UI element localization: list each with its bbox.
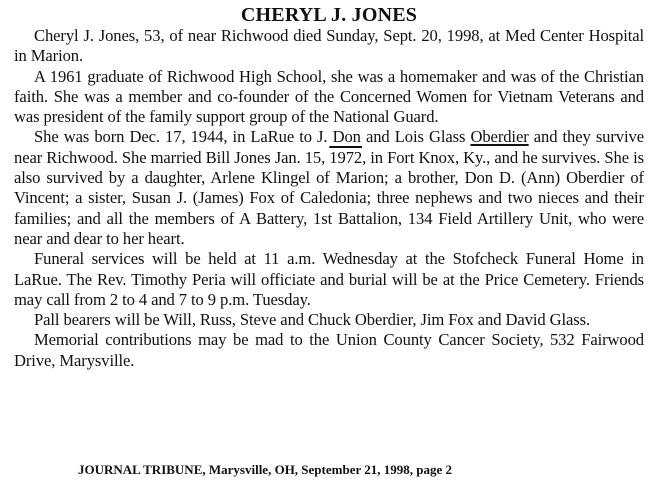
family-text-3: , in Fort Knox, Ky., and he survives. She is also survived by a daughter, Arlene Klingel of Marion; a brother, Don D. (Ann) Oberdier of Vincent; a sister, Susan J. (James) Fox of Caledonia; three nephews and two nieces and their families; and all the members of A Battery, 1st Battalion, 134 Field Artillery Unit, who were near and dear to her heart. [14, 147, 644, 248]
paragraph-pall-bearers: Pall bearers will be Will, Russ, Steve and Chuck Oberdier, Jim Fox and David Glass. [34, 310, 591, 330]
handwritten-overline-1972: 1972 [329, 147, 363, 167]
family-text-1: She was born Dec. 17, 1944, in LaRue to J. Don and Lois Glass [34, 127, 466, 147]
paragraph-family [14, 127, 644, 249]
obituary-title: CHERYL J. JONES [240, 4, 418, 26]
source-citation [78, 462, 638, 477]
paragraph-biography: A 1961 graduate of Richwood High School, she was a homemaker and was of the Christian faith. She was a member and co-founder of the Concerned Women for Vietnam Veterans and was president of the family support group of the National Guard. [14, 66, 644, 127]
citation-details: , Marysville, OH, September 21, 1998, page 2 [202, 462, 452, 477]
family-text-2: and they survive near Richwood. She married Bill Jones Jan. 15, [14, 127, 644, 167]
paragraph-death-notice: Cheryl J. Jones, 53, of near Richwood died Sunday, Sept. 20, 1998, at Med Center Hospital in Marion. [14, 26, 644, 66]
obituary-body [14, 26, 644, 371]
paragraph-memorial: Memorial contributions may be mad to the Union County Cancer Society, 532 Fairwood Drive, Marysville. [14, 330, 644, 370]
paragraph-funeral-services: Funeral services will be held at 11 a.m. Wednesday at the Stofcheck Funeral Home in LaRue. The Rev. Timothy Peria will officiate and burial will be at the Price Cemetery. Friends may call from 2 to 4 and 7 to 9 p.m. Tuesday. [14, 249, 644, 309]
newspaper-name: JOURNAL TRIBUNE [78, 462, 203, 477]
handwritten-underline-oberdier: Oberdier [470, 127, 529, 147]
